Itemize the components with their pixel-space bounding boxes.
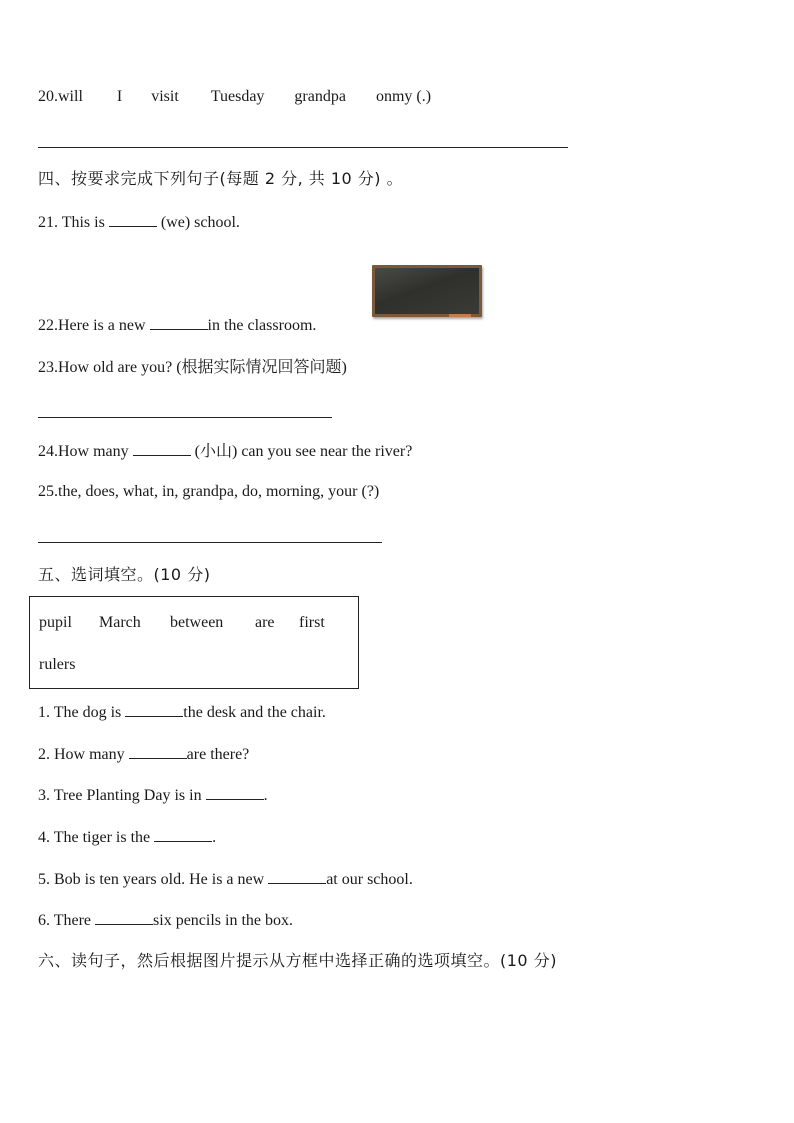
word-tuesday: Tuesday [210, 88, 265, 105]
word-grandpa: grandpa [294, 88, 346, 105]
section-4-heading: 四、按要求完成下列句子(每题 2 分, 共 10 分) 。 [38, 169, 404, 188]
chalk-tray [449, 314, 471, 317]
answer-blank[interactable] [206, 785, 264, 800]
question-text: .Here is a new [54, 317, 150, 334]
answer-blank[interactable] [109, 212, 157, 227]
question-23 [38, 358, 347, 378]
answer-blank[interactable] [150, 315, 208, 330]
question-number: 23 [38, 359, 54, 376]
fill-sentence-6 [38, 910, 293, 931]
question-number: 24 [38, 443, 54, 460]
question-text: .the, does, what, in, grandpa, do, morning, your (?) [54, 483, 380, 500]
word-bank-item: pupil [39, 614, 72, 631]
answer-blank[interactable] [268, 869, 326, 884]
question-25 [38, 482, 379, 502]
sentence-text: at our school. [326, 871, 413, 888]
word-bank-item: between [170, 614, 224, 631]
word-bank-item: first [299, 614, 325, 631]
answer-blank[interactable] [95, 910, 153, 925]
sentence-text: 5. Bob is ten years old. He is a new [38, 871, 269, 888]
question-text: .How old are you? (根据实际情况回答问题) [54, 359, 347, 376]
answer-line-20[interactable] [38, 147, 568, 148]
word-bank-box [29, 596, 359, 689]
answer-line-25[interactable] [38, 542, 382, 543]
answer-blank[interactable] [154, 827, 212, 842]
section-5-heading: 五、选词填空。(10 分) [38, 565, 211, 584]
question-text: (we) school. [156, 214, 240, 231]
question-24 [38, 441, 412, 462]
word-bank-item: March [99, 614, 141, 631]
sentence-text: 2. How many [38, 746, 129, 763]
question-number: 25 [38, 483, 54, 500]
answer-blank[interactable] [129, 744, 187, 759]
question-21 [38, 212, 240, 233]
sentence-text: the desk and the chair. [183, 704, 326, 721]
section-6-heading: 六、读句子，然后根据图片提示从方框中选择正确的选项填空。(10 分) [38, 951, 557, 970]
fill-sentence-3 [38, 785, 268, 806]
fill-sentence-5 [38, 869, 413, 890]
question-number: 22 [38, 317, 54, 334]
question-20 [38, 87, 431, 107]
blackboard-picture [372, 265, 482, 317]
sentence-text: 4. The tiger is the [38, 829, 155, 846]
sentence-text: 6. There [38, 912, 96, 929]
answer-line-23[interactable] [38, 417, 332, 418]
word-onmy: onmy (.) [375, 88, 432, 105]
question-text: .How many [54, 443, 133, 460]
word-bank-item: are [255, 614, 275, 631]
fill-sentence-2 [38, 744, 249, 765]
question-text: (小山) can you see near the river? [190, 443, 413, 460]
question-number: 21 [38, 214, 54, 231]
sentence-text: are there? [186, 746, 250, 763]
answer-blank[interactable] [133, 441, 191, 456]
sentence-text: . [212, 829, 217, 846]
question-text: . This is [54, 214, 109, 231]
word-will: will [58, 88, 83, 105]
word-i: I [116, 88, 123, 105]
sentence-text: six pencils in the box. [153, 912, 293, 929]
sentence-text: 1. The dog is [38, 704, 126, 721]
sentence-text: 3. Tree Planting Day is in [38, 787, 206, 804]
sentence-text: . [263, 787, 268, 804]
question-22 [38, 315, 316, 336]
word-visit: visit [151, 88, 179, 105]
fill-sentence-1 [38, 702, 326, 723]
question-text: in the classroom. [207, 317, 317, 334]
question-number: 20. [38, 88, 58, 105]
fill-sentence-4 [38, 827, 216, 848]
answer-blank[interactable] [125, 702, 183, 717]
word-bank-item: rulers [39, 656, 76, 673]
